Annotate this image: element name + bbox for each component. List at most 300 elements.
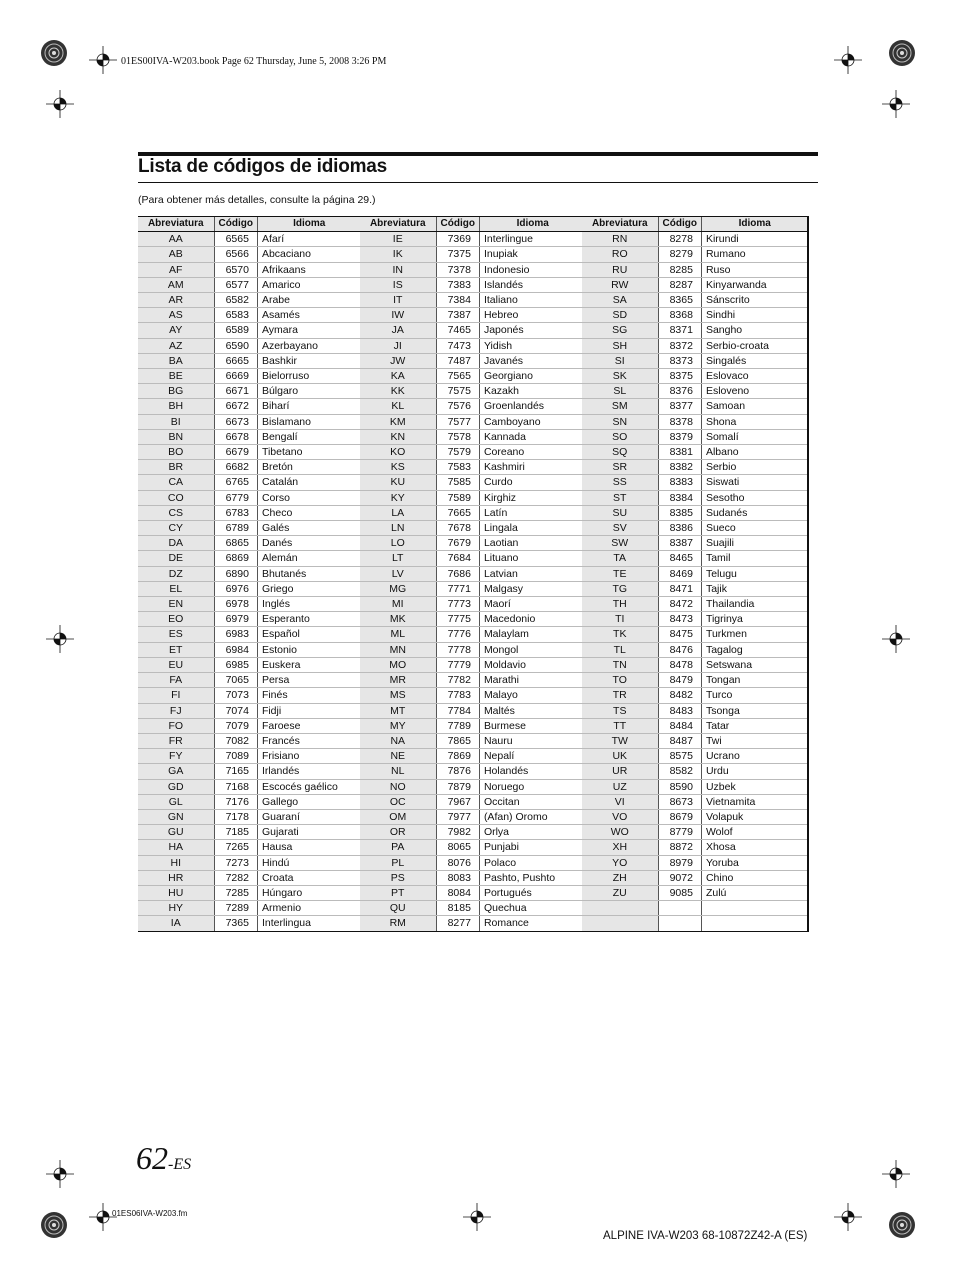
language-cell: Bislamano bbox=[257, 414, 361, 429]
code-cell: 7577 bbox=[436, 414, 479, 429]
abbreviation-cell: DZ bbox=[138, 566, 214, 581]
abbreviation-cell: BN bbox=[138, 429, 214, 444]
code-cell: 6665 bbox=[214, 353, 257, 368]
abbreviation-cell: AB bbox=[138, 247, 214, 262]
language-cell: Xhosa bbox=[701, 840, 808, 855]
code-cell: 8368 bbox=[658, 308, 701, 323]
language-cell: Kazakh bbox=[479, 384, 586, 399]
code-cell: 8375 bbox=[658, 369, 701, 384]
language-cell: Bashkir bbox=[257, 353, 361, 368]
abbreviation-cell: ZU bbox=[582, 885, 658, 900]
code-cell: 7579 bbox=[436, 445, 479, 460]
abbreviation-cell: GD bbox=[138, 779, 214, 794]
abbreviation-cell: SO bbox=[582, 429, 658, 444]
language-cell: (Afan) Oromo bbox=[479, 809, 586, 824]
abbreviation-cell: OM bbox=[360, 809, 436, 824]
code-cell: 7285 bbox=[214, 885, 257, 900]
abbreviation-cell: EN bbox=[138, 597, 214, 612]
code-cell: 8083 bbox=[436, 870, 479, 885]
abbreviation-cell: TS bbox=[582, 703, 658, 718]
abbreviation-cell: NE bbox=[360, 749, 436, 764]
code-cell: 6976 bbox=[214, 581, 257, 596]
code-cell: 8473 bbox=[658, 612, 701, 627]
abbreviation-cell: GU bbox=[138, 825, 214, 840]
abbreviation-cell: XH bbox=[582, 840, 658, 855]
abbreviation-cell: NO bbox=[360, 779, 436, 794]
language-cell: Sánscrito bbox=[701, 293, 808, 308]
language-cell: Laotian bbox=[479, 536, 586, 551]
language-cell: Azerbayano bbox=[257, 338, 361, 353]
code-cell: 8482 bbox=[658, 688, 701, 703]
language-cell: Punjabi bbox=[479, 840, 586, 855]
language-cell: Setswana bbox=[701, 657, 808, 672]
language-cell: Javanés bbox=[479, 353, 586, 368]
language-cell: Uzbek bbox=[701, 779, 808, 794]
code-cell: 6672 bbox=[214, 399, 257, 414]
language-cell: Somalí bbox=[701, 429, 808, 444]
code-cell: 8979 bbox=[658, 855, 701, 870]
abbreviation-cell: EO bbox=[138, 612, 214, 627]
language-cell: Holandés bbox=[479, 764, 586, 779]
language-cell: Urdu bbox=[701, 764, 808, 779]
language-cell: Marathi bbox=[479, 673, 586, 688]
code-cell: 8590 bbox=[658, 779, 701, 794]
code-cell: 7089 bbox=[214, 749, 257, 764]
language-cell: Occitan bbox=[479, 794, 586, 809]
code-cell: 7783 bbox=[436, 688, 479, 703]
code-cell: 8386 bbox=[658, 521, 701, 536]
code-cell: 7178 bbox=[214, 809, 257, 824]
language-cell: Yoruba bbox=[701, 855, 808, 870]
abbreviation-cell: OC bbox=[360, 794, 436, 809]
abbreviation-cell: LN bbox=[360, 521, 436, 536]
abbreviation-cell: FY bbox=[138, 749, 214, 764]
code-cell: 6570 bbox=[214, 262, 257, 277]
abbreviation-cell: KA bbox=[360, 369, 436, 384]
column-header: Código bbox=[658, 217, 701, 232]
language-cell: Frisiano bbox=[257, 749, 361, 764]
code-cell: 8469 bbox=[658, 566, 701, 581]
language-cell: Euskera bbox=[257, 657, 361, 672]
language-cell: Bretón bbox=[257, 460, 361, 475]
code-cell: 7185 bbox=[214, 825, 257, 840]
abbreviation-cell: BI bbox=[138, 414, 214, 429]
abbreviation-cell: KU bbox=[360, 475, 436, 490]
language-cell: Kashmiri bbox=[479, 460, 586, 475]
code-cell: 8476 bbox=[658, 642, 701, 657]
abbreviation-cell: MT bbox=[360, 703, 436, 718]
language-cell: Tagalog bbox=[701, 642, 808, 657]
abbreviation-cell: RU bbox=[582, 262, 658, 277]
code-cell: 7876 bbox=[436, 764, 479, 779]
column-header: Abreviatura bbox=[138, 217, 214, 232]
abbreviation-cell: EL bbox=[138, 581, 214, 596]
code-cell: 7387 bbox=[436, 308, 479, 323]
code-cell: 8383 bbox=[658, 475, 701, 490]
crosshair-icon bbox=[89, 1203, 117, 1231]
abbreviation-cell: SW bbox=[582, 536, 658, 551]
code-cell: 7789 bbox=[436, 718, 479, 733]
code-cell: 6985 bbox=[214, 657, 257, 672]
code-cell: 6984 bbox=[214, 642, 257, 657]
language-cell: Serbio bbox=[701, 460, 808, 475]
abbreviation-cell: RW bbox=[582, 277, 658, 292]
abbreviation-cell: HY bbox=[138, 901, 214, 916]
language-cell: Coreano bbox=[479, 445, 586, 460]
code-cell: 6678 bbox=[214, 429, 257, 444]
abbreviation-cell: VI bbox=[582, 794, 658, 809]
abbreviation-cell: SU bbox=[582, 505, 658, 520]
crosshair-icon bbox=[882, 1160, 910, 1188]
language-cell: Hebreo bbox=[479, 308, 586, 323]
abbreviation-cell: FJ bbox=[138, 703, 214, 718]
abbreviation-cell: SG bbox=[582, 323, 658, 338]
code-cell: 6779 bbox=[214, 490, 257, 505]
abbreviation-cell: PT bbox=[360, 885, 436, 900]
abbreviation-cell: GA bbox=[138, 764, 214, 779]
abbreviation-cell: TN bbox=[582, 657, 658, 672]
language-cell: Galés bbox=[257, 521, 361, 536]
footer-file-info: 01ES06IVA-W203.fm bbox=[112, 1209, 188, 1218]
abbreviation-cell: FR bbox=[138, 733, 214, 748]
language-cell: Malaylam bbox=[479, 627, 586, 642]
code-cell: 8472 bbox=[658, 597, 701, 612]
code-cell: 7686 bbox=[436, 566, 479, 581]
language-cell: Danés bbox=[257, 536, 361, 551]
code-cell: 7473 bbox=[436, 338, 479, 353]
code-cell: 6671 bbox=[214, 384, 257, 399]
language-cell: Macedonio bbox=[479, 612, 586, 627]
language-cell: Español bbox=[257, 627, 361, 642]
code-cell: 8065 bbox=[436, 840, 479, 855]
abbreviation-cell: SN bbox=[582, 414, 658, 429]
code-cell: 7176 bbox=[214, 794, 257, 809]
language-cell: Noruego bbox=[479, 779, 586, 794]
abbreviation-cell: SH bbox=[582, 338, 658, 353]
language-cell: Latín bbox=[479, 505, 586, 520]
code-cell: 7273 bbox=[214, 855, 257, 870]
code-cell: 8385 bbox=[658, 505, 701, 520]
abbreviation-cell: BG bbox=[138, 384, 214, 399]
abbreviation-cell: RN bbox=[582, 232, 658, 247]
code-cell: 8384 bbox=[658, 490, 701, 505]
language-cell: Esperanto bbox=[257, 612, 361, 627]
abbreviation-cell: SQ bbox=[582, 445, 658, 460]
language-cell: Francés bbox=[257, 733, 361, 748]
language-cell: Zulú bbox=[701, 885, 808, 900]
code-cell: 9085 bbox=[658, 885, 701, 900]
language-cell: Eslovaco bbox=[701, 369, 808, 384]
code-cell: 6582 bbox=[214, 293, 257, 308]
abbreviation-cell: PS bbox=[360, 870, 436, 885]
code-cell: 8779 bbox=[658, 825, 701, 840]
abbreviation-cell: IK bbox=[360, 247, 436, 262]
crosshair-icon bbox=[882, 90, 910, 118]
language-cell: Singalés bbox=[701, 353, 808, 368]
code-cell: 8076 bbox=[436, 855, 479, 870]
code-cell: 6890 bbox=[214, 566, 257, 581]
crosshair-icon bbox=[834, 1203, 862, 1231]
language-cell: Inglés bbox=[257, 597, 361, 612]
code-cell: 7082 bbox=[214, 733, 257, 748]
code-cell: 6673 bbox=[214, 414, 257, 429]
abbreviation-cell: YO bbox=[582, 855, 658, 870]
language-cell: Asamés bbox=[257, 308, 361, 323]
language-cell: Quechua bbox=[479, 901, 586, 916]
abbreviation-cell: HI bbox=[138, 855, 214, 870]
language-cell: Interlingue bbox=[479, 232, 586, 247]
language-cell: Tsonga bbox=[701, 703, 808, 718]
code-cell: 8475 bbox=[658, 627, 701, 642]
abbreviation-cell: TW bbox=[582, 733, 658, 748]
abbreviation-cell: JI bbox=[360, 338, 436, 353]
language-cell: Serbio-croata bbox=[701, 338, 808, 353]
code-cell: 7679 bbox=[436, 536, 479, 551]
abbreviation-cell: TL bbox=[582, 642, 658, 657]
abbreviation-cell: BE bbox=[138, 369, 214, 384]
code-cell: 7684 bbox=[436, 551, 479, 566]
code-cell: 8377 bbox=[658, 399, 701, 414]
language-cell: Tajik bbox=[701, 581, 808, 596]
code-cell: 6869 bbox=[214, 551, 257, 566]
abbreviation-cell: MO bbox=[360, 657, 436, 672]
column-header: Código bbox=[436, 217, 479, 232]
language-cell: Tatar bbox=[701, 718, 808, 733]
code-cell: 7383 bbox=[436, 277, 479, 292]
abbreviation-cell: IN bbox=[360, 262, 436, 277]
code-cell: 8465 bbox=[658, 551, 701, 566]
code-cell: 6783 bbox=[214, 505, 257, 520]
language-cell: Abcaciano bbox=[257, 247, 361, 262]
abbreviation-cell: KS bbox=[360, 460, 436, 475]
abbreviation-cell: QU bbox=[360, 901, 436, 916]
code-cell: 8378 bbox=[658, 414, 701, 429]
abbreviation-cell: CY bbox=[138, 521, 214, 536]
code-cell: 8382 bbox=[658, 460, 701, 475]
language-cell: Persa bbox=[257, 673, 361, 688]
language-cell: Estonio bbox=[257, 642, 361, 657]
code-cell: 8379 bbox=[658, 429, 701, 444]
abbreviation-cell: KO bbox=[360, 445, 436, 460]
code-cell: 8373 bbox=[658, 353, 701, 368]
language-cell: Nepalí bbox=[479, 749, 586, 764]
code-cell: 7782 bbox=[436, 673, 479, 688]
abbreviation-cell: MK bbox=[360, 612, 436, 627]
abbreviation-cell: VO bbox=[582, 809, 658, 824]
abbreviation-cell: BA bbox=[138, 353, 214, 368]
language-cell: Tongan bbox=[701, 673, 808, 688]
language-cell: Curdo bbox=[479, 475, 586, 490]
code-cell: 6865 bbox=[214, 536, 257, 551]
language-cell: Malgasy bbox=[479, 581, 586, 596]
abbreviation-cell: KM bbox=[360, 414, 436, 429]
code-cell: 7678 bbox=[436, 521, 479, 536]
abbreviation-cell: AY bbox=[138, 323, 214, 338]
language-cell: Telugu bbox=[701, 566, 808, 581]
abbreviation-cell: MY bbox=[360, 718, 436, 733]
abbreviation-cell: IS bbox=[360, 277, 436, 292]
language-cell: Kirghiz bbox=[479, 490, 586, 505]
column-header: Idioma bbox=[257, 217, 361, 232]
language-cell: Gallego bbox=[257, 794, 361, 809]
code-cell: 6577 bbox=[214, 277, 257, 292]
language-cell: Suajili bbox=[701, 536, 808, 551]
abbreviation-cell: ML bbox=[360, 627, 436, 642]
code-cell: 7784 bbox=[436, 703, 479, 718]
code-cell: 8872 bbox=[658, 840, 701, 855]
code-cell: 8365 bbox=[658, 293, 701, 308]
language-cell: Irlandés bbox=[257, 764, 361, 779]
abbreviation-cell: MG bbox=[360, 581, 436, 596]
rosette-icon bbox=[41, 40, 67, 66]
abbreviation-cell: MN bbox=[360, 642, 436, 657]
code-cell: 8483 bbox=[658, 703, 701, 718]
language-cell: Escocés gaélico bbox=[257, 779, 361, 794]
header-file-info: 01ES00IVA-W203.book Page 62 Thursday, June 5, 2008 3:26 PM bbox=[121, 56, 387, 67]
language-cell: Tibetano bbox=[257, 445, 361, 460]
language-cell: Nauru bbox=[479, 733, 586, 748]
language-cell: Japonés bbox=[479, 323, 586, 338]
language-cell: Vietnamita bbox=[701, 794, 808, 809]
abbreviation-cell: MI bbox=[360, 597, 436, 612]
code-cell: 7665 bbox=[436, 505, 479, 520]
language-cell: Maorí bbox=[479, 597, 586, 612]
code-cell: 7865 bbox=[436, 733, 479, 748]
crosshair-icon bbox=[46, 90, 74, 118]
code-cell: 8278 bbox=[658, 232, 701, 247]
code-cell: 7565 bbox=[436, 369, 479, 384]
code-cell: 6983 bbox=[214, 627, 257, 642]
code-cell: 7977 bbox=[436, 809, 479, 824]
language-cell: Alemán bbox=[257, 551, 361, 566]
abbreviation-cell: TI bbox=[582, 612, 658, 627]
language-cell: Portugués bbox=[479, 885, 586, 900]
code-cell: 8478 bbox=[658, 657, 701, 672]
code-cell: 8479 bbox=[658, 673, 701, 688]
abbreviation-cell: RM bbox=[360, 916, 436, 931]
language-cell: Rumano bbox=[701, 247, 808, 262]
code-cell: 8381 bbox=[658, 445, 701, 460]
language-cell: Inupiak bbox=[479, 247, 586, 262]
code-cell: 7282 bbox=[214, 870, 257, 885]
abbreviation-cell: AZ bbox=[138, 338, 214, 353]
code-cell: 6979 bbox=[214, 612, 257, 627]
language-cell: Indonesio bbox=[479, 262, 586, 277]
language-cell: Georgiano bbox=[479, 369, 586, 384]
language-cell: Ucrano bbox=[701, 749, 808, 764]
language-cell: Chino bbox=[701, 870, 808, 885]
abbreviation-cell: TA bbox=[582, 551, 658, 566]
abbreviation-cell: KN bbox=[360, 429, 436, 444]
code-cell: 6589 bbox=[214, 323, 257, 338]
language-cell: Sindhi bbox=[701, 308, 808, 323]
abbreviation-cell: IW bbox=[360, 308, 436, 323]
rosette-icon bbox=[41, 1212, 67, 1238]
language-cell: Turkmen bbox=[701, 627, 808, 642]
language-cell: Camboyano bbox=[479, 414, 586, 429]
abbreviation-cell: JA bbox=[360, 323, 436, 338]
language-cell: Islandés bbox=[479, 277, 586, 292]
language-cell: Faroese bbox=[257, 718, 361, 733]
abbreviation-cell: CO bbox=[138, 490, 214, 505]
code-cell: 7778 bbox=[436, 642, 479, 657]
abbreviation-cell: GN bbox=[138, 809, 214, 824]
language-cell: Guaraní bbox=[257, 809, 361, 824]
code-cell: 7583 bbox=[436, 460, 479, 475]
language-cell: Lituano bbox=[479, 551, 586, 566]
abbreviation-cell: WO bbox=[582, 825, 658, 840]
language-cell: Griego bbox=[257, 581, 361, 596]
language-cell: Esloveno bbox=[701, 384, 808, 399]
abbreviation-cell: LO bbox=[360, 536, 436, 551]
code-cell: 7982 bbox=[436, 825, 479, 840]
abbreviation-cell: LV bbox=[360, 566, 436, 581]
language-cell: Orlya bbox=[479, 825, 586, 840]
abbreviation-cell: RO bbox=[582, 247, 658, 262]
code-cell: 6682 bbox=[214, 460, 257, 475]
language-cell: Croata bbox=[257, 870, 361, 885]
language-cell: Moldavio bbox=[479, 657, 586, 672]
abbreviation-cell: MR bbox=[360, 673, 436, 688]
code-cell: 8371 bbox=[658, 323, 701, 338]
language-cell: Sueco bbox=[701, 521, 808, 536]
column-header: Idioma bbox=[701, 217, 808, 232]
language-cell: Yidish bbox=[479, 338, 586, 353]
language-cell: Ruso bbox=[701, 262, 808, 277]
abbreviation-cell: LA bbox=[360, 505, 436, 520]
code-cell: 6765 bbox=[214, 475, 257, 490]
code-cell: 7585 bbox=[436, 475, 479, 490]
abbreviation-cell: EU bbox=[138, 657, 214, 672]
language-cell: Armenio bbox=[257, 901, 361, 916]
code-cell: 8277 bbox=[436, 916, 479, 931]
code-cell: 7779 bbox=[436, 657, 479, 672]
abbreviation-cell: HU bbox=[138, 885, 214, 900]
code-cell: 7065 bbox=[214, 673, 257, 688]
code-cell: 6669 bbox=[214, 369, 257, 384]
abbreviation-cell: TG bbox=[582, 581, 658, 596]
language-cell: Kinyarwanda bbox=[701, 277, 808, 292]
abbreviation-cell: AA bbox=[138, 232, 214, 247]
language-cell: Búlgaro bbox=[257, 384, 361, 399]
code-cell: 8185 bbox=[436, 901, 479, 916]
code-cell: 7967 bbox=[436, 794, 479, 809]
code-cell: 6565 bbox=[214, 232, 257, 247]
language-cell: Hausa bbox=[257, 840, 361, 855]
abbreviation-cell: TO bbox=[582, 673, 658, 688]
language-cell: Albano bbox=[701, 445, 808, 460]
abbreviation-cell: ZH bbox=[582, 870, 658, 885]
code-cell: 7073 bbox=[214, 688, 257, 703]
code-cell: 7289 bbox=[214, 901, 257, 916]
code-cell: 7589 bbox=[436, 490, 479, 505]
abbreviation-cell: NA bbox=[360, 733, 436, 748]
language-cell: Siswati bbox=[701, 475, 808, 490]
page-title: Lista de códigos de idiomas bbox=[138, 156, 388, 177]
code-cell: 7879 bbox=[436, 779, 479, 794]
abbreviation-cell: SM bbox=[582, 399, 658, 414]
abbreviation-cell: PA bbox=[360, 840, 436, 855]
language-cell: Checo bbox=[257, 505, 361, 520]
abbreviation-cell: LT bbox=[360, 551, 436, 566]
language-cell: Gujarati bbox=[257, 825, 361, 840]
language-cell: Corso bbox=[257, 490, 361, 505]
abbreviation-cell: ST bbox=[582, 490, 658, 505]
code-cell: 6590 bbox=[214, 338, 257, 353]
abbreviation-cell: TH bbox=[582, 597, 658, 612]
code-cell: 8279 bbox=[658, 247, 701, 262]
code-cell: 8387 bbox=[658, 536, 701, 551]
